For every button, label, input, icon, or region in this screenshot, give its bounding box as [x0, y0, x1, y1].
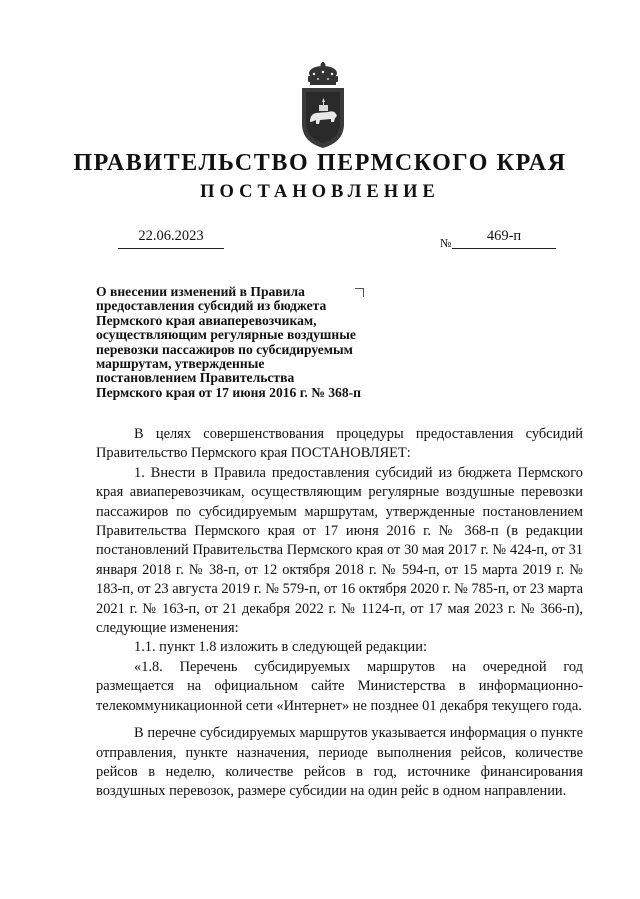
document-number: 469-п: [452, 228, 556, 249]
body-paragraph: 1. Внести в Правила предоставления субсидий из бюджета Пермского края авиаперевозчикам, осуществляющим регулярные воздушные перевозки пассажиров по субсидируемым маршрутам, утвержденные постановлением Правительства Пермского края от 17 июня 2016 г. № 368-п (в редакции постановлений Правительства Пермского края от 30 мая 2017 г. № 424-п, от 31 января 2018 г. № 38-п, от 12 октября 2018 г. № 594-п, от 15 марта 2019 г. № 183-п, от 23 августа 2019 г. № 579-п, от 16 октября 2020 г. № 785-п, от 23 марта 2021 г. № 163-п, от 21 декабря 2022 г. № 1124-п, от 17 мая 2023 г. № 366-п), следующие изменения:: [96, 464, 583, 637]
document-body: [96, 425, 583, 802]
corner-bracket-mark: [355, 288, 364, 297]
perm-krai-coat-of-arms-icon: [298, 62, 348, 150]
document-date: 22.06.2023: [118, 228, 224, 249]
body-paragraph: 1.1. пункт 1.8 изложить в следующей редакции:: [134, 639, 427, 656]
government-title: ПРАВИТЕЛЬСТВО ПЕРМСКОГО КРАЯ: [73, 150, 567, 176]
document-subject: О внесении изменений в Правила предоставления субсидий из бюджета Пермского края авиаперевозчикам, осуществляющим регулярные воздушные перевозки пассажиров по субсидируемым маршрутам, утвержденные постановлением Правительства Пермского края от 17 июня 2016 г. № 368-п: [96, 284, 361, 400]
body-paragraph: В целях совершенствования процедуры предоставления субсидий Правительство Пермского края ПОСТАНОВЛЯЕТ:: [96, 426, 583, 462]
body-paragraph: «1.8. Перечень субсидируемых маршрутов на очередной год размещается на официальном сайте Министерства в информационно-телекоммуникационной сети «Интернет» не позднее 01 декабря текущего года.: [96, 658, 583, 714]
document-type-heading: ПОСТАНОВЛЕНИЕ: [200, 182, 440, 202]
number-sign: №: [440, 236, 452, 250]
body-paragraph: В перечне субсидируемых маршрутов указывается информация о пункте отправления, пункте назначения, периоде выполнения рейсов, количестве рейсов в неделю, количестве рейсов в год, источнике финансирования воздушных перевозок, размере субсидии на один рейс в одном направлении.: [96, 725, 583, 800]
